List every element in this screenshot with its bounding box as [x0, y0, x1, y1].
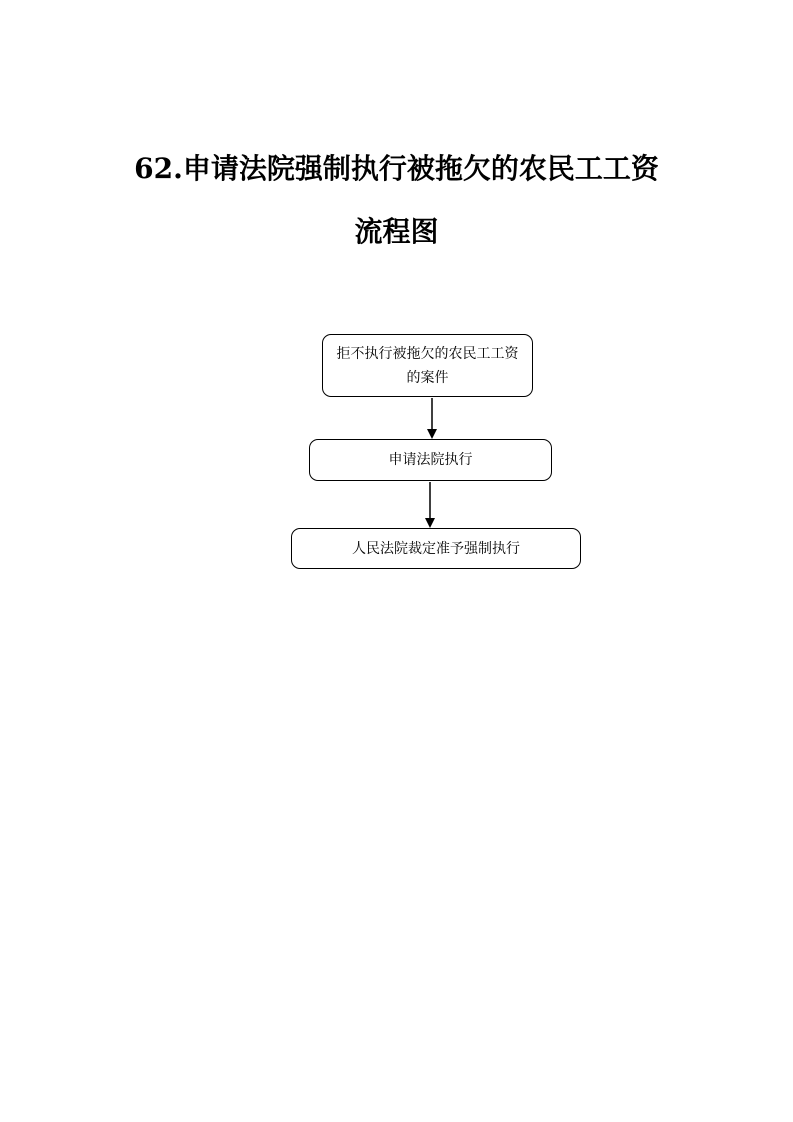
flow-step-label-line: 拒不执行被拖欠的农民工工资 — [336, 345, 519, 362]
flow-step-label — [337, 342, 519, 390]
flow-step-label: 人民法院裁定准予强制执行 — [352, 540, 520, 557]
flow-step-label-line: 的案件 — [406, 369, 449, 386]
flow-step-apply-court-enforcement — [309, 439, 552, 481]
flow-step-refused-wage-case — [322, 334, 533, 397]
page-title: 62.申请法院强制执行被拖欠的农民工工资 — [134, 152, 659, 185]
page-title-subtitle: 流程图 — [354, 215, 439, 248]
flow-step-label: 申请法院执行 — [388, 452, 473, 468]
flow-step-court-ruling-enforcement — [291, 528, 581, 569]
